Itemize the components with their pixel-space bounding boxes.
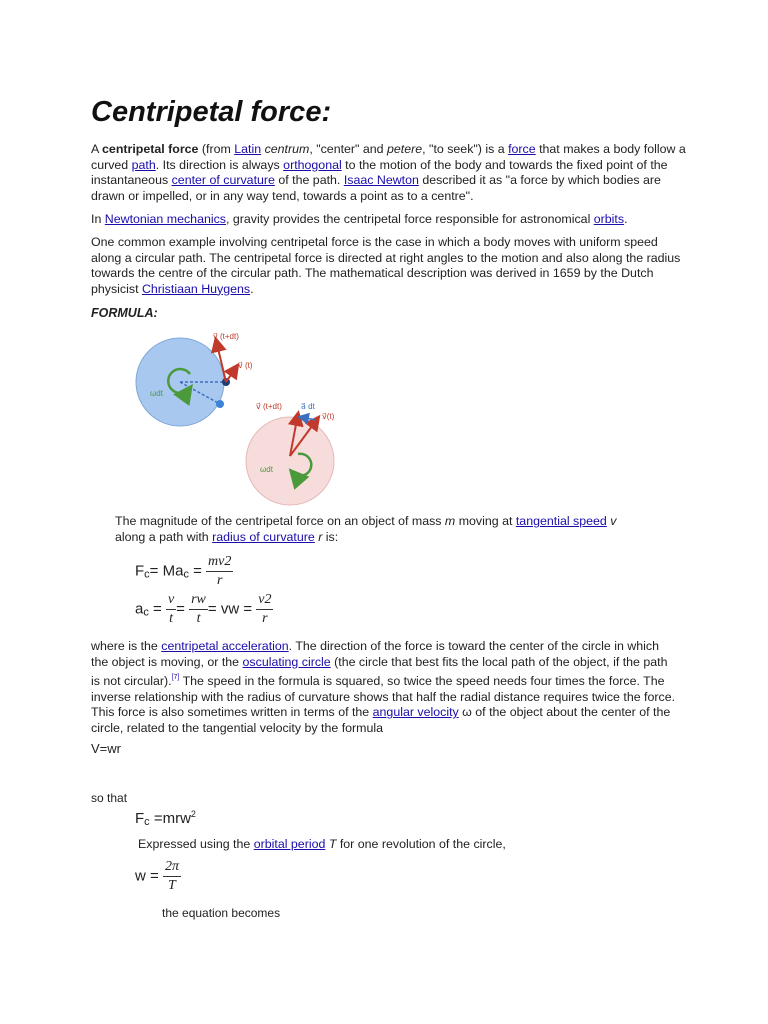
italic-var: r [318, 529, 323, 544]
equation-becomes-text: the equation becomes [162, 906, 281, 920]
eq-term: = Ma [149, 562, 184, 580]
equation-omega-period [135, 859, 181, 894]
link-path[interactable]: path [131, 157, 156, 172]
text: for one revolution of the circle, [336, 837, 506, 851]
denominator: T [168, 878, 176, 893]
link-orbital-period[interactable]: orbital period [253, 837, 326, 851]
denominator: r [262, 611, 268, 626]
text: of the path. [274, 173, 344, 188]
fraction [163, 859, 181, 894]
citation-link[interactable]: [7] [171, 674, 180, 682]
text: A [91, 142, 103, 156]
label-v-t-dt: v⃗ (t+dt) [213, 332, 239, 341]
eq-term: F [135, 810, 145, 827]
link-orbits[interactable]: orbits [593, 212, 625, 226]
example-paragraph [91, 235, 691, 297]
fraction [256, 592, 273, 627]
eq-term: = vw = [207, 600, 253, 618]
link-tangential-speed[interactable]: tangential speed [515, 514, 607, 528]
italic-var: v [610, 514, 617, 528]
label-v-t-dt-2: v⃗ (t+dt) [256, 402, 282, 411]
circle-lower [246, 417, 334, 505]
link-center-of-curvature[interactable]: center of curvature [171, 173, 275, 188]
formula-heading: FORMULA: [91, 306, 158, 320]
link-newtonian-mechanics[interactable]: Newtonian mechanics [104, 212, 226, 226]
denominator: t [196, 611, 201, 626]
italic-term: centrum [264, 142, 310, 156]
text: One common example involving centripetal force is the case in which a body moves with uniform speed along a circular path. The centripetal force is directed at right angles to the motion and also along the radius towards the centre of the circular path. The mathematical description was derived in 1659 by the Dutch physicist [91, 235, 681, 296]
label-omega-dt-2: ωdt [260, 465, 273, 474]
link-angular-velocity[interactable]: angular velocity [372, 705, 459, 720]
intro-paragraph [91, 142, 691, 204]
eq-term: =mrw [149, 810, 191, 827]
text: along a path with [115, 529, 213, 544]
text: Expressed using the [138, 837, 254, 851]
eq-term: = [148, 600, 162, 618]
link-osculating-circle[interactable]: osculating circle [242, 654, 331, 669]
centripetal-diagram [120, 326, 360, 512]
eq-term: F [135, 562, 145, 580]
bold-term: centripetal force [102, 142, 199, 156]
page-title: Centripetal force: [91, 96, 332, 128]
link-isaac-newton[interactable]: Isaac Newton [343, 173, 419, 188]
link-force[interactable]: force [508, 142, 536, 156]
text: ω of the object about the center of the circle, related to the tangential velocity by the formula [91, 705, 671, 735]
link-orthogonal[interactable]: orthogonal [283, 157, 342, 172]
eq-sub: c [144, 816, 150, 828]
so-that-text: so that [91, 791, 128, 805]
numerator: v [166, 592, 176, 610]
equation-v-wr: V=wr [91, 741, 121, 756]
text: , gravity provides the centripetal force responsible for astronomical [226, 212, 594, 226]
eq-sup: 2 [190, 809, 196, 819]
text: . Its direction is always [155, 157, 284, 172]
eq-sub: c [183, 568, 189, 581]
text: In [91, 212, 105, 226]
fraction [189, 592, 208, 627]
numerator: 2π [163, 859, 181, 877]
where-paragraph [91, 639, 679, 737]
velocity-t-arrow [226, 366, 237, 382]
text: , "center" and [309, 142, 388, 156]
expressed-paragraph [138, 837, 658, 853]
link-centripetal-acceleration[interactable]: centripetal acceleration [161, 639, 289, 653]
denominator: t [169, 611, 173, 626]
eq-term: a [135, 600, 144, 618]
text: (from [198, 142, 235, 156]
eq-term: w = [135, 867, 159, 885]
text: that makes a body follow a curved [91, 142, 686, 172]
equation-force [135, 554, 233, 589]
text: to the motion of the body and towards the fixed point of the instantaneous [91, 157, 668, 188]
link-christiaan-huygens[interactable]: Christiaan Huygens [141, 281, 251, 296]
denominator: r [216, 573, 223, 588]
fraction [206, 554, 233, 589]
numerator: rw [189, 592, 208, 610]
text: The magnitude of the centripetal force on an object of mass [115, 514, 445, 528]
label-a-dt: a⃗ dt [301, 402, 315, 411]
label-v-t: v⃗ (t) [238, 361, 253, 370]
text: . [250, 281, 254, 296]
text: (the circle that best fits the local path of the object, if the path is not circular). [91, 654, 668, 689]
text: The speed in the formula is squared, so twice the speed needs four times the force. The inverse relationship with the radius of curvature shows that half the radial distance requires twice the force. This force is also sometimes written in terms of the [91, 674, 676, 720]
eq-sub: c [144, 568, 150, 581]
eq-term: = [176, 600, 185, 618]
italic-term: petere [387, 142, 423, 156]
text: . [624, 212, 628, 226]
numerator: v2 [256, 592, 273, 610]
italic-var: m [444, 514, 456, 528]
equation-acceleration [135, 592, 273, 627]
text: moving at [455, 514, 516, 528]
text: where is the [91, 639, 162, 653]
link-radius-of-curvature[interactable]: radius of curvature [212, 529, 315, 544]
eq-sub: c [143, 606, 149, 619]
label-v-t-2: v⃗(t) [322, 412, 335, 421]
label-omega-dt: ωdt [150, 389, 163, 398]
eq-term: = [188, 562, 202, 580]
newtonian-paragraph [91, 212, 691, 228]
numerator: mv2 [206, 554, 233, 572]
text: , "to seek") is a [422, 142, 509, 156]
equation-force-omega [135, 809, 196, 828]
text: is: [322, 529, 339, 544]
italic-var: T [328, 837, 337, 851]
text: . The direction of the force is toward the center of the circle in which the object is moving, or the [91, 639, 659, 669]
link-latin[interactable]: Latin [234, 142, 262, 156]
fraction [166, 592, 176, 627]
magnitude-paragraph [115, 514, 635, 545]
text: described it as "a force by which bodies are drawn or impelled, or in any way tend, towards a point as to a centre". [91, 173, 661, 203]
point-t-dt [216, 400, 224, 408]
